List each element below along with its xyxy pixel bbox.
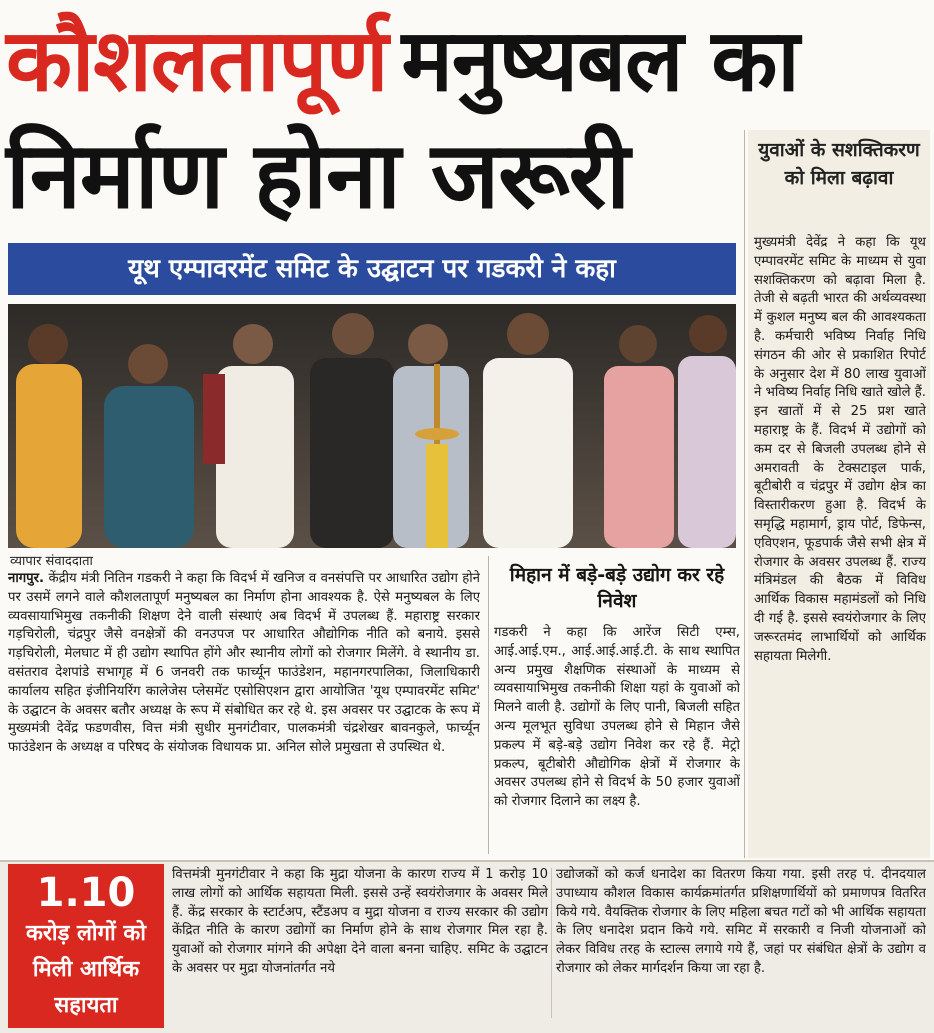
highlight-text: करोड़ लोगों को मिली आर्थिक सहायता (26, 921, 146, 1018)
sidebar-box (748, 130, 930, 858)
sidebar-body: मुख्यमंत्री देवेंद्र ने कहा कि यूथ एम्पावरमेंट समिट के माध्यम से युवा सशक्तिकरण को बढ़ावा मिला है. तेजी से बढ़ती भारत की अर्थव्यवस्था में कुशल मनुष्य बल की आवश्यकता है. कर्मचारी भविष्य निर्वाह निधि संगठन की ओर से प्रकाशित रिपोर्ट के अनुसार देश में 80 लाख युवाओं ने भविष्य निर्वाह निधि खाते खोले हैं. इन खातों में से 25 प्रश खाते महाराष्ट्र के हैं. विदर्भ में उद्योगों को कम दर से बिजली उपलब्ध होने से अमरावती के टेक्सटाइल पार्क, बूटीबोरी व चंद्रपुर में उद्योग क्षेत्र का विस्तारीकरण हुआ है. विदर्भ के समृद्धि महामार्ग, ड्राय पोर्ट, डिफेन्स, एविएशन, फूडपार्क जैसे सभी क्षेत्र में रोजगार के अवसर उपलब्ध हैं. राज्य मंत्रिमंडल की बैठक में विविध आर्थिक विकास महामंडलों को निधि दी गई है. इससे स्वयंरोजगार के लिए जरूरतमंद लाभार्थियों को आर्थिक सहायता मिलेगी. (754, 235, 926, 664)
main-article-body (8, 570, 480, 852)
subheadline-banner: यूथ एम्पावरमेंट समिट के उद्घाटन पर गडकरी ने कहा (8, 243, 736, 295)
headline-red-word: कौशलतापूर्ण (6, 11, 388, 111)
dateline: नागपुर. (8, 571, 45, 586)
main-article-text: केंद्रीय मंत्री नितिन गडकरी ने कहा कि विदर्भ में खनिज व वनसंपत्ति पर आधारित उद्योग होने पर उसमें लगने वाले कौशलतापूर्ण मनुष्यबल का निर्माण होना आवश्यक है. ऐसे मनुष्यबल के लिए व्यवसायाभिमुख तकनीकी शिक्षण देने वाली संस्थाएं अब विदर्भ में उपलब्ध हैं. महाराष्ट्र सरकार गड़चिरोली, चंद्रपुर जैसे वनक्षेत्रों की वनउपज पर आधारित औद्योगिक नीति को बनाये. इससे गड़चिरोली, मेलघाट में ही उद्योग स्थापित होंगे और स्थानीय लोगों को रोजगार मिलेंगे. वे स्थानीय डा. वसंतराव देशपांडे सभागृह में 6 जनवरी तक फार्च्यून फाउंडेशन, महानगरपालिका, जिलाधिकारी कार्यालय सहित इंजीनियरिंग कालेजेस प्लेसमेंट एसोसिएशन द्वारा आयोजित 'यूथ एम्पावरमेंट समिट' के उद्घाटन के अवसर बतौर अध्यक्ष के रूप में संबोधित कर रहे थे. इस अवसर पर उद्घाटक के रूप में मुख्यमंत्री देवेंद्र फडणवीस, वित्त मंत्री सुधीर मुनगंटीवार, पालकमंत्री चंद्रशेखर बावनकुले, फार्च्यून फाउंडेशन के अध्यक्ष व परिषद के संयोजक विधायक प्रा. अनिल सोले प्रमुखता से उपस्थित थे. (8, 571, 480, 756)
headline-line-2: निर्माण होना जरूरी (6, 122, 630, 229)
sidebar-heading: युवाओं के सशक्तिकरण को मिला बढ़ावा (758, 139, 920, 189)
highlight-number: 1.10 (36, 870, 136, 916)
lamp-lighting-photo (8, 304, 736, 548)
bottom-column-divider (551, 868, 552, 1018)
bottom-column-1: वित्तमंत्री मुनगंटीवार ने कहा कि मुद्रा योजना के कारण राज्य में 1 करोड़ 10 लाख लोगों को आर्थिक सहायता मिली. इससे उन्हें स्वयंरोजगार के अवसर मिले हैं. केंद्र सरकार के स्टार्टअप, स्टैंडअप व मुद्रा योजना व राज्य सरकार की उद्योग केंद्रित नीति के कारण उद्योगों का निर्माण होने के साथ रोजगार मिल रहा है. युवाओं को रोजगार मांगने की अपेक्षा देने वाला बनना चाहिए. समिट के उद्घाटन के अवसर पर मुद्रा योजनांतर्गत नये (172, 867, 548, 976)
sidebar-divider (744, 130, 745, 858)
highlight-box (8, 864, 164, 1028)
headline-black-words: मनुष्यबल का (401, 11, 799, 111)
bottom-column-2: उद्योजकों को कर्ज धनादेश का वितरण किया गया. इसी तरह पं. दीनदयाल उपाध्याय कौशल विकास कार्यक्रमांतर्गत प्रशिक्षणार्थियों को प्रमाणपत्र वितरित किये गये. वैयक्तिक रोजगार के लिए महिला बचत गटों को भी आर्थिक सहायता के लिए धनादेश प्रदान किये गये. समिट में सरकारी व निजी योजनाओं को लेकर विविध तरह के स्टाल्स लगाये गये हैं, जहां पर संबंधित क्षेत्रों के उद्योग व रोजगार को लेकर मार्गदर्शन किया जा रहा है. (556, 867, 926, 976)
headline (6, 2, 799, 232)
byline: व्यापार संवाददाता (10, 554, 93, 569)
mihan-article-body: गडकरी ने कहा कि आरेंज सिटी एम्स, आई.आई.एम., आई.आई.आई.टी. के साथ स्थापित अन्य प्रमुख शैक्षणिक संस्थाओं के माध्यम से व्यवसायाभिमुख तकनीकी शिक्षा यहां के युवाओं को मिलने वाली है. उद्योगों के लिए पानी, बिजली सहित अन्य मूलभूत सुविधा उपलब्ध होने से मिहान जैसे प्रकल्प में बड़े-बड़े उद्योग निवेश कर रहे हैं. मेट्रो प्रकल्प, बूटीबोरी औद्योगिक क्षेत्रों में रोजगार के अवसर उपलब्ध होने से विदर्भ के 50 हजार युवाओं को रोजगार दिलाने का लक्ष्य है. (494, 625, 740, 810)
column-divider (488, 556, 489, 854)
headline-line-1 (6, 2, 799, 120)
event-photo (8, 304, 736, 548)
mihan-heading: मिहान में बड़े-बड़े उद्योग कर रहे निवेश (509, 564, 725, 612)
